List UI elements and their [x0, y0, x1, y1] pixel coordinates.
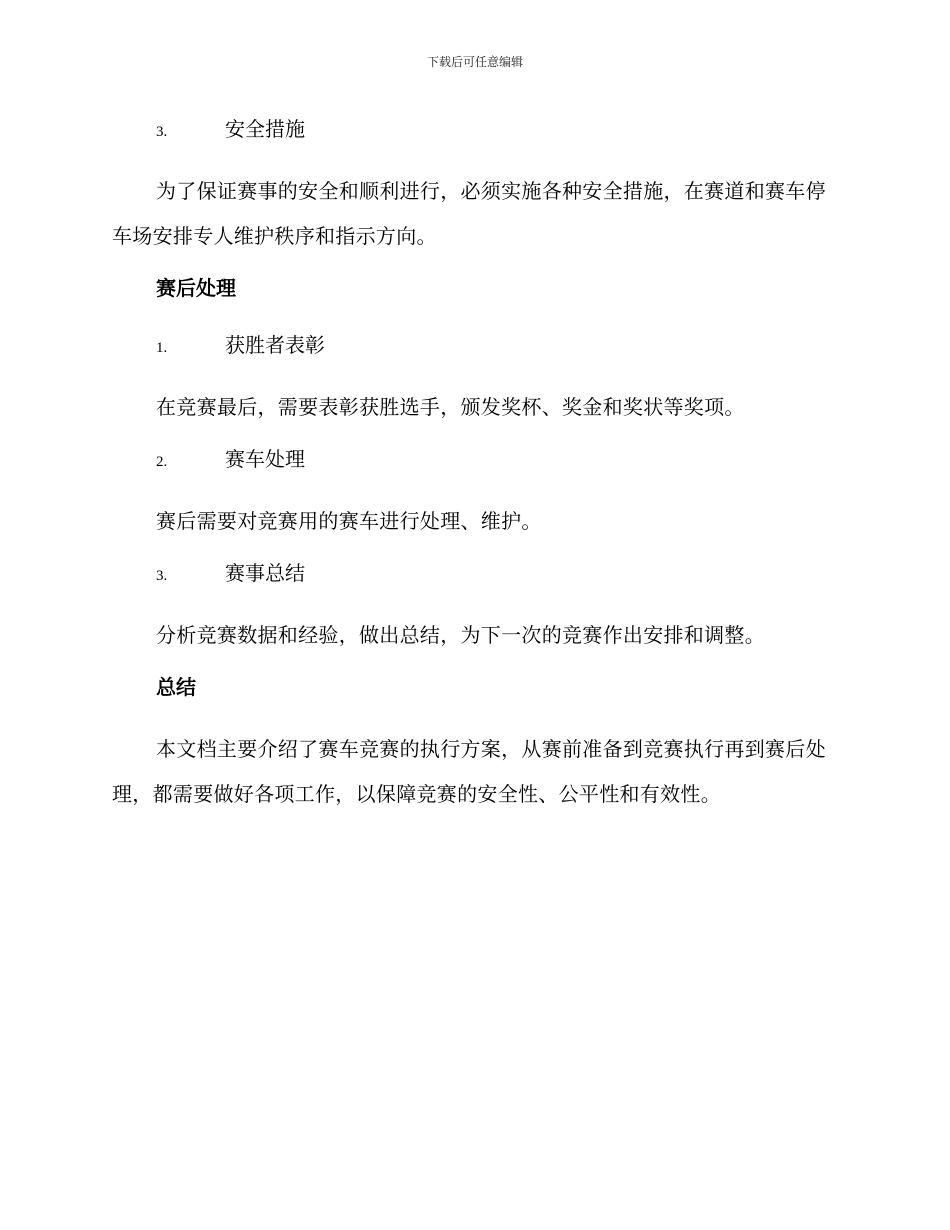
paragraph-winner-award: 在竞赛最后，需要表彰获胜选手，颁发奖杯、奖金和奖状等奖项。	[156, 395, 745, 419]
paragraph-safety: 为了保证赛事的安全和顺利进行，必须实施各种安全措施，在赛道和赛车停车场安排专人维护秩序和指示方向。	[112, 179, 826, 248]
document-content	[112, 112, 832, 829]
list-number: 3.	[156, 124, 168, 140]
list-title: 赛车处理	[225, 447, 305, 471]
list-item-winner-award	[156, 328, 832, 362]
paragraph-race-summary: 分析竞赛数据和经验，做出总结，为下一次的竞赛作出安排和调整。	[156, 623, 765, 647]
list-title: 赛事总结	[225, 561, 305, 585]
list-item-safety	[156, 112, 832, 146]
list-item-car-handling	[156, 442, 832, 476]
paragraph-car-handling: 赛后需要对竞赛用的赛车进行处理、维护。	[156, 509, 542, 533]
list-title: 获胜者表彰	[225, 333, 325, 357]
list-title: 安全措施	[225, 117, 305, 141]
header-note: 下载后可任意编辑	[426, 55, 523, 69]
section-heading-post-race: 赛后处理	[156, 276, 236, 300]
section-heading-summary: 总结	[156, 675, 196, 699]
list-number: 3.	[156, 568, 168, 584]
paragraph-summary: 本文档主要介绍了赛车竞赛的执行方案，从赛前准备到竞赛执行再到赛后处理，都需要做好各项工作，以保障竞赛的安全性、公平性和有效性。	[112, 737, 826, 806]
list-item-race-summary	[156, 556, 832, 590]
list-number: 2.	[156, 454, 168, 470]
list-number: 1.	[156, 340, 168, 356]
